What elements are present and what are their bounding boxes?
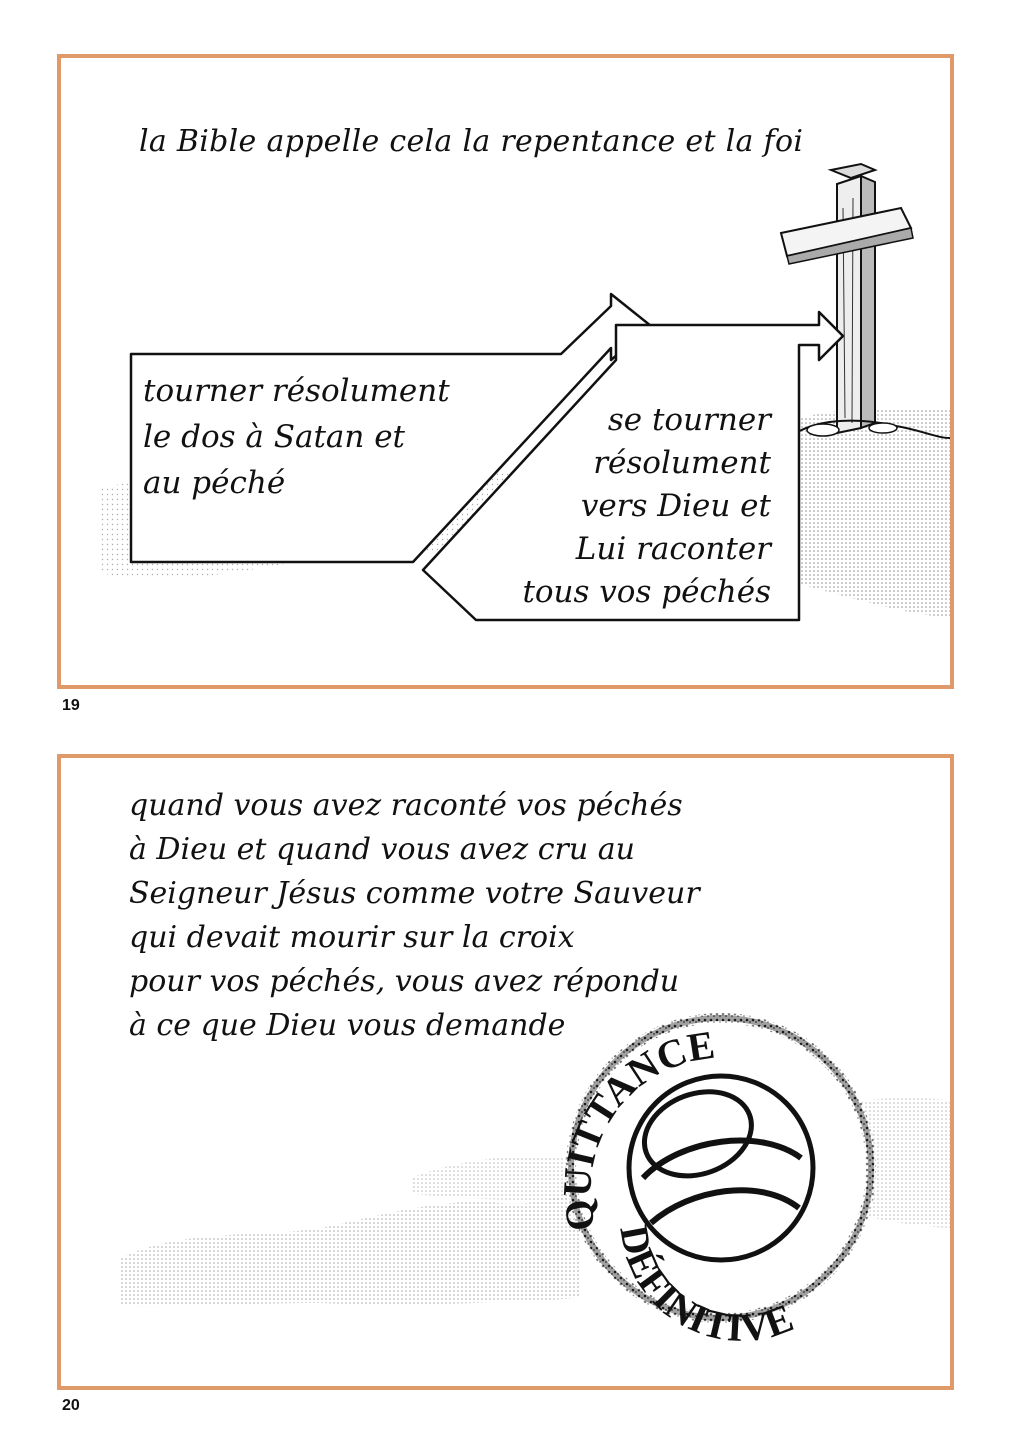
text-line: pour vos péchés, vous avez répondu — [129, 964, 680, 999]
cross-icon — [781, 164, 950, 438]
right-box-line: vers Dieu et — [580, 488, 771, 524]
right-box-line: résolument — [593, 445, 771, 481]
text-line: à ce que Dieu vous demande — [129, 1008, 566, 1043]
right-box-text — [471, 399, 771, 614]
stamp-top-text: QUITTANCE — [554, 1021, 718, 1235]
left-box-line: au péché — [143, 465, 286, 501]
stamp-bottom-text: DÉFINITIVE — [611, 1221, 800, 1351]
text-line: Seigneur Jésus comme votre Sauveur — [129, 876, 700, 911]
right-box-line: se tourner — [607, 402, 771, 438]
text-line: qui devait mourir sur la croix — [129, 920, 575, 955]
ground-shading-right — [791, 408, 950, 618]
page-number: 19 — [62, 697, 80, 714]
right-box-line: tous vos péchés — [522, 574, 771, 610]
page-20-text — [129, 784, 700, 1048]
right-box-line: Lui raconter — [575, 531, 771, 567]
left-box-line: le dos à Satan et — [143, 419, 406, 455]
left-box-line: tourner résolument — [143, 373, 450, 409]
page-title: la Bible appelle cela la repentance et la foi — [139, 124, 804, 159]
page-19-panel — [57, 54, 954, 689]
left-box-text — [143, 368, 450, 506]
text-line: à Dieu et quand vous avez cru au — [129, 832, 635, 867]
text-line: quand vous avez raconté vos péchés — [129, 788, 683, 823]
page-number: 20 — [62, 1397, 80, 1414]
page-20-panel — [57, 754, 954, 1390]
